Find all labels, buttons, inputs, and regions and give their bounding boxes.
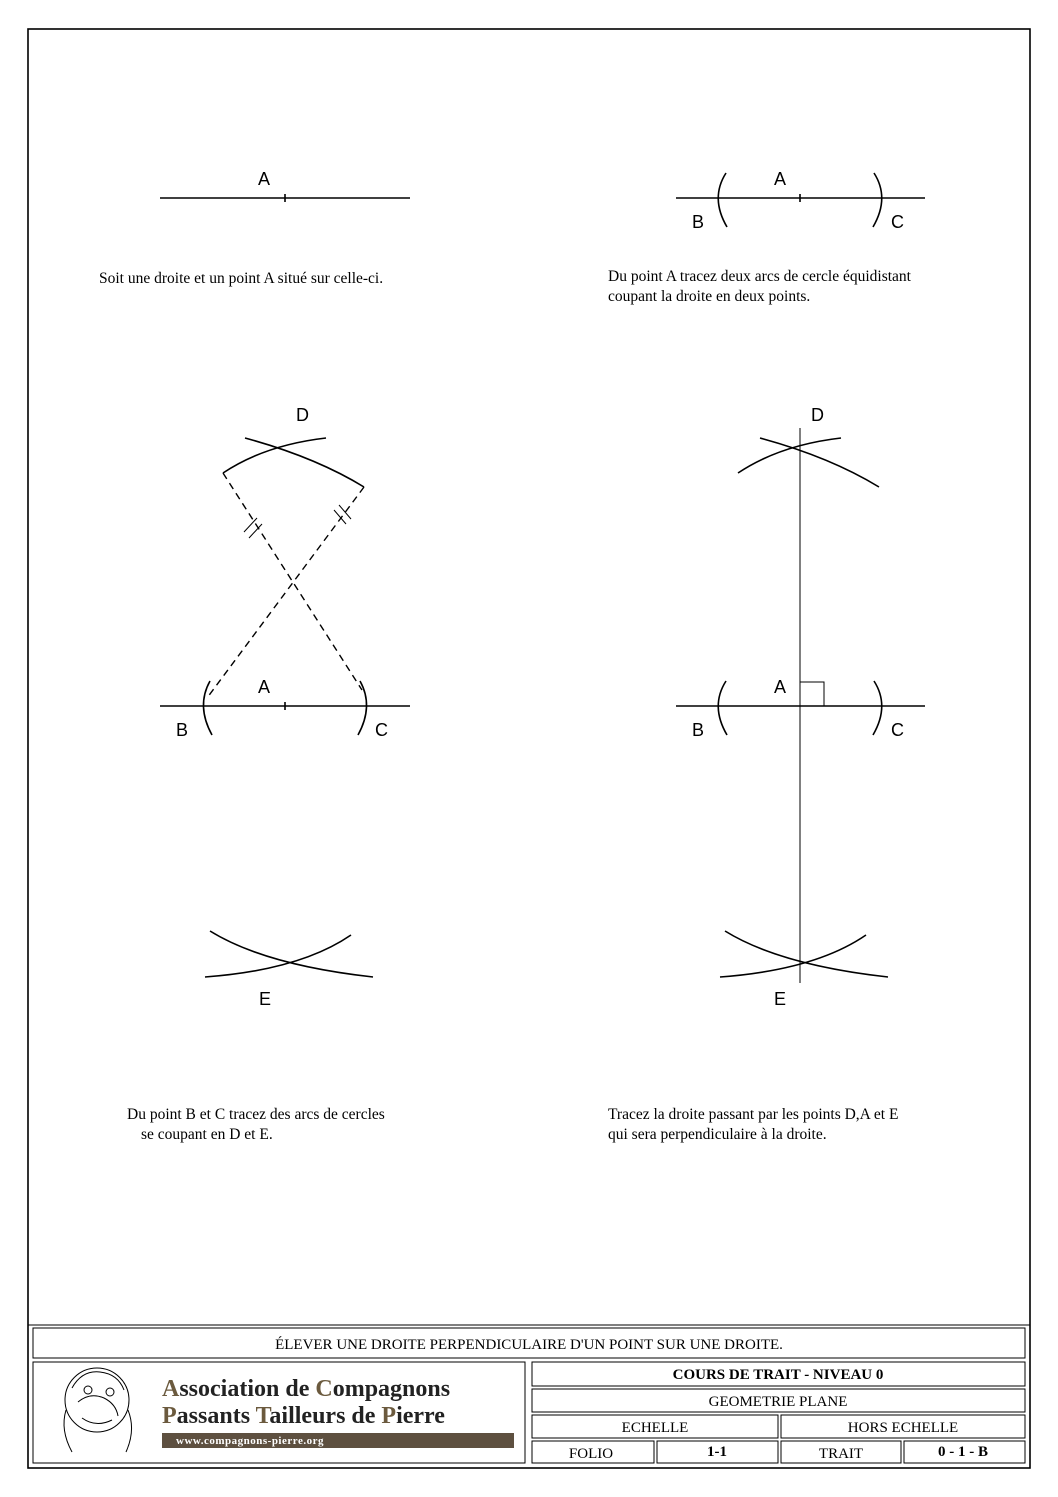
fig4-label-d: D — [811, 405, 824, 425]
fig2-caption-line2: coupant la droite en deux points. — [608, 288, 811, 305]
fig4-label-b: B — [692, 720, 705, 740]
trait-label: TRAIT — [818, 1446, 864, 1462]
fig3-arc-e-from-b — [210, 931, 373, 977]
figure-4 — [608, 405, 925, 1143]
trait-value: 0 - 1 - B — [938, 1444, 988, 1460]
fig4-arc-e-from-b — [725, 931, 888, 977]
fig3-label-d: D — [296, 405, 309, 425]
fig4-label-c: C — [891, 720, 904, 740]
fig4-caption-line2: qui sera perpendiculaire à la droite. — [608, 1126, 827, 1143]
folio-label: FOLIO — [568, 1446, 614, 1462]
figure-1 — [99, 169, 410, 287]
fig4-arc-d-from-c — [738, 438, 841, 473]
fig4-arc-d-from-b — [760, 438, 879, 487]
logo-line-1: Association de Compagnons — [162, 1376, 451, 1402]
fig4-label-a: A — [774, 677, 787, 697]
course-title: COURS DE TRAIT - NIVEAU 0 — [672, 1367, 884, 1383]
fig3-arc-d-from-b — [245, 438, 364, 487]
sheet-title: ÉLEVER UNE DROITE PERPENDICULAIRE D'UN POINT SUR UNE DROITE. — [275, 1337, 783, 1353]
fig4-label-e: E — [774, 989, 787, 1009]
scale-label: ECHELLE — [621, 1420, 689, 1436]
fig3-radius-c — [207, 487, 364, 698]
title-block — [28, 1325, 1030, 1463]
fig4-arc-b — [718, 681, 727, 735]
fig4-arc-c — [873, 681, 882, 735]
fig2-arc-b — [718, 173, 727, 227]
fig1-caption: Soit une droite et un point A situé sur celle-ci. — [99, 270, 384, 287]
sheet-border — [28, 29, 1030, 1468]
scale-value: HORS ECHELLE — [847, 1420, 959, 1436]
fig2-label-c: C — [891, 212, 904, 232]
fig2-caption-line1: Du point A tracez deux arcs de cercle équidistant — [608, 268, 911, 285]
fig3-label-b: B — [176, 720, 189, 740]
figure-3 — [127, 405, 410, 1143]
fig2-arc-c — [873, 173, 882, 227]
figure-2 — [608, 169, 925, 305]
fig1-label-a: A — [258, 169, 271, 189]
fig3-caption-line1: Du point B et C tracez des arcs de cercles — [127, 1106, 385, 1123]
fig3-equal-marks-left — [244, 518, 262, 538]
fig3-arc-b — [203, 681, 212, 735]
subject: GEOMETRIE PLANE — [708, 1394, 848, 1410]
fig4-caption-line1: Tracez la droite passant par les points D,A et E — [608, 1106, 899, 1123]
fig3-label-a: A — [258, 677, 271, 697]
logo-emblem — [64, 1368, 132, 1452]
logo-line-2: Passants Tailleurs de Pierre — [162, 1403, 445, 1429]
fig2-label-b: B — [692, 212, 705, 232]
folio-value: 1-1 — [707, 1444, 727, 1460]
fig3-label-c: C — [375, 720, 388, 740]
fig3-caption-line2: se coupant en D et E. — [141, 1126, 273, 1143]
logo-url: www.compagnons-pierre.org — [176, 1435, 324, 1447]
fig3-arc-d-from-c — [223, 438, 326, 473]
fig4-right-angle-mark — [800, 682, 824, 706]
fig3-label-e: E — [259, 989, 272, 1009]
fig3-radius-b — [223, 473, 362, 690]
fig2-label-a: A — [774, 169, 787, 189]
fig3-arc-c — [358, 681, 367, 735]
